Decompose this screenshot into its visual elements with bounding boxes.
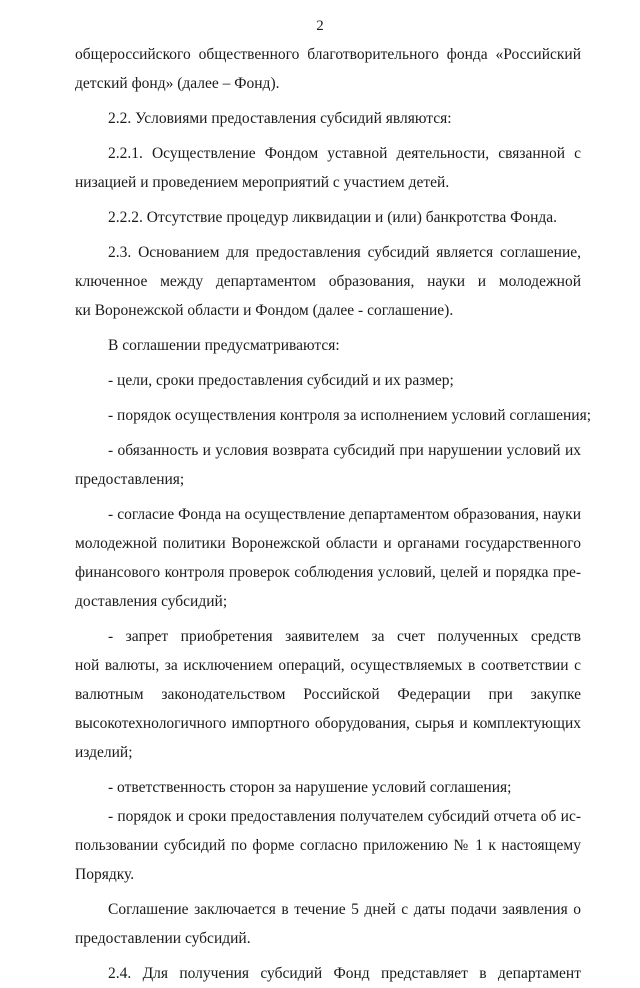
text-line: общероссийского общественного благотворительного фонда «Российский (75, 46, 581, 63)
text-line: 2.2.1. Осуществление Фондом уставной деятельности, связанной с (108, 145, 581, 162)
text-line: доставления субсидий; (75, 593, 228, 610)
text-line: пользовании субсидий по форме согласно приложению № 1 к настоящему (75, 837, 581, 854)
text-line: детский фонд» (далее – Фонд). (75, 75, 280, 92)
text-line: - порядок и сроки предоставления получателем субсидий отчета об ис- (108, 808, 581, 825)
text-line: финансового контроля проверок соблюдения условий, целей и порядка пре- (75, 564, 581, 581)
text-line: 2.2.2. Отсутствие процедур ликвидации и (или) банкротства Фонда. (108, 209, 558, 226)
text-line: - запрет приобретения заявителем за счет полученных средств (108, 628, 581, 645)
document-body (75, 40, 592, 988)
text-line: изделий; (75, 744, 133, 761)
text-line: валютным законодательством Российской Федерации при закупке (75, 686, 581, 703)
text-line: ключенное между департаментом образования, науки и молодежной (75, 273, 581, 290)
text-line: высокотехнологичного импортного оборудования, сырья и комплектующих (75, 715, 581, 732)
text-line: низацией и проведением мероприятий с участием детей. (75, 174, 450, 191)
text-line: Соглашение заключается в течение 5 дней с даты подачи заявления о (108, 901, 581, 918)
text-line: - обязанность и условия возврата субсидий при нарушении условий их (108, 442, 581, 459)
page-number: 2 (316, 18, 324, 34)
text-line: - ответственность сторон за нарушение условий соглашения; (108, 779, 512, 796)
text-line: предоставления; (75, 471, 185, 488)
text-line: 2.2. Условиями предоставления субсидий являются: (108, 110, 452, 127)
text-line: ной валюты, за исключением операций, осуществляемых в соответствии с (75, 657, 581, 674)
text-line: - согласие Фонда на осуществление департаментом образования, науки (108, 506, 581, 523)
text-line: молодежной политики Воронежской области и органами государственного (75, 535, 581, 552)
text-line: Порядку. (75, 866, 135, 883)
text-line: - порядок осуществления контроля за исполнением условий соглашения; (108, 407, 592, 424)
text-line: предоставлении субсидий. (75, 930, 251, 947)
text-line: - цели, сроки предоставления субсидий и их размер; (108, 372, 454, 389)
text-line: ки Воронежской области и Фондом (далее - соглашение). (75, 302, 454, 319)
text-line: В соглашении предусматриваются: (108, 337, 340, 354)
text-line: 2.4. Для получения субсидий Фонд представляет в департамент (108, 965, 581, 982)
text-line: 2.3. Основанием для предоставления субсидий является соглашение, (108, 244, 581, 261)
